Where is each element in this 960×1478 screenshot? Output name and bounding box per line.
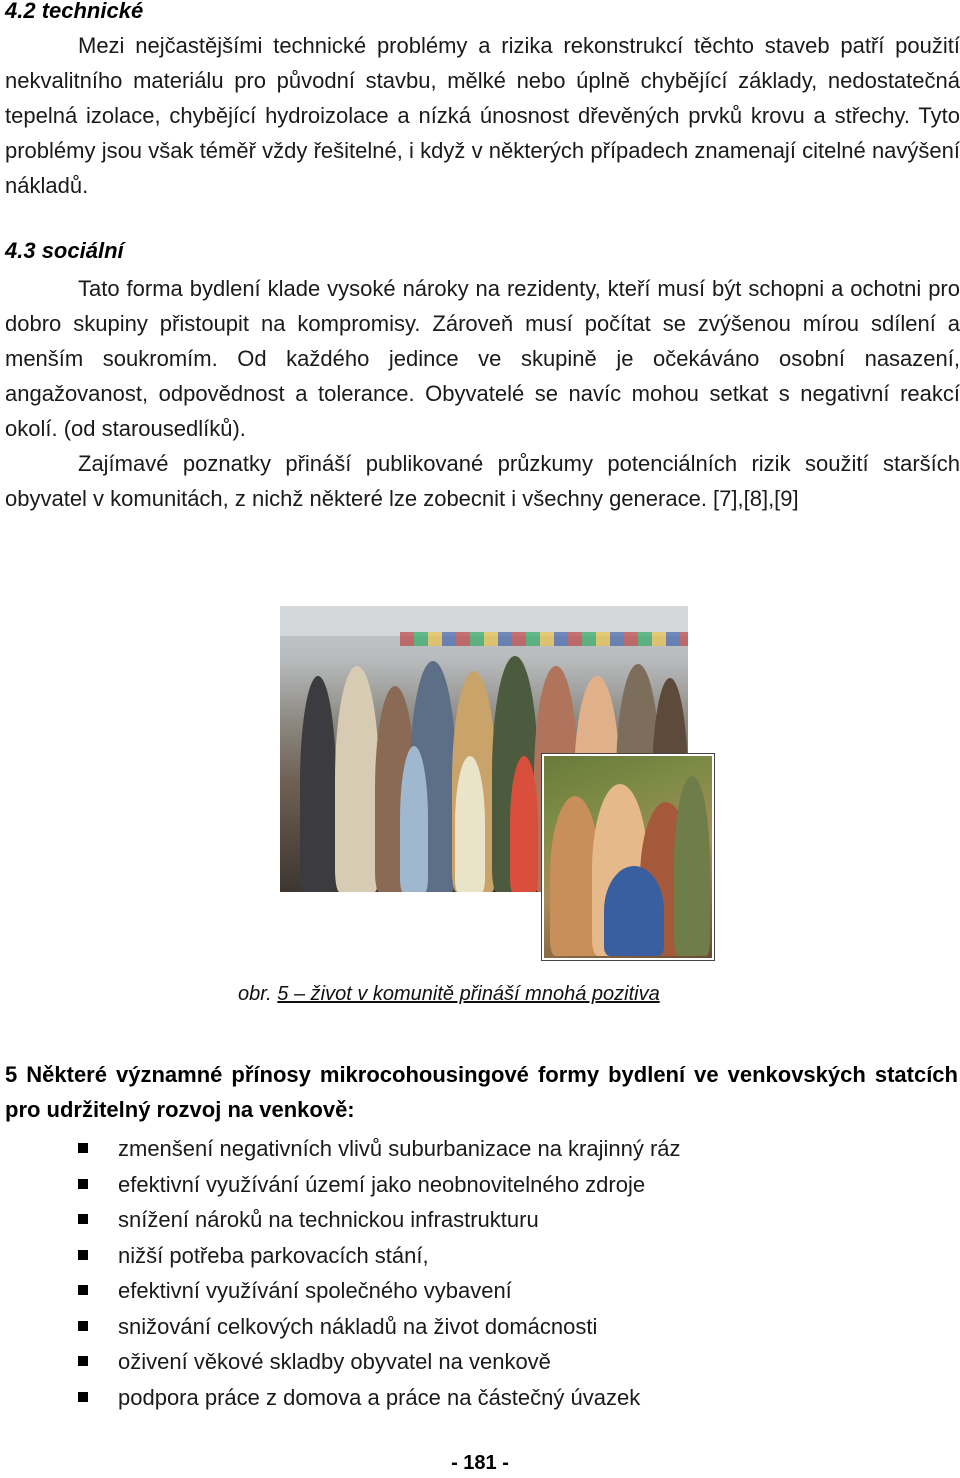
list-item <box>78 1273 681 1309</box>
list-item-text: snížení nároků na technickou infrastrukturu <box>118 1207 539 1232</box>
square-bullet-icon <box>78 1392 88 1402</box>
section-heading-5: 5 Některé významné přínosy mikrocohousingové formy bydlení ve venkovských statcích pro udržitelný rozvoj na venkově: <box>5 1062 958 1122</box>
list-item-text: efektivní využívání území jako neobnovitelného zdroje <box>118 1171 646 1197</box>
square-bullet-icon <box>78 1250 88 1260</box>
list-item-text: nižší potřeba parkovacích stání, <box>118 1242 429 1268</box>
list-item-text: podpora práce z domova a práce na částečný úvazek <box>118 1384 641 1410</box>
square-bullet-icon <box>78 1321 88 1331</box>
section-4-2-text: Mezi nejčastějšími technické problémy a rizika rekonstrukcí těchto staveb patří použití nekvalitního materiálu pro původní stavbu, mělké nebo úplně chybějící základy, nedostatečná tepelná izolace, chybějící hydroizolace a nízká únosnost dřevěných prvků krovu a střechy. Tyto problémy jsou však téměř vždy řešitelné, i když v některých případech znamenají citelné navýšení nákladů. <box>5 33 960 198</box>
figure-caption-prefix: obr. <box>238 983 278 1005</box>
list-item <box>78 1380 681 1416</box>
section-4-2-paragraph <box>5 28 960 203</box>
list-item-text: zmenšení negativních vlivů suburbanizace na krajinný ráz <box>118 1136 681 1161</box>
list-item <box>78 1202 681 1238</box>
square-bullet-icon <box>78 1285 88 1295</box>
square-bullet-icon <box>78 1179 88 1189</box>
page-number: - 181 - <box>451 1452 509 1474</box>
list-item-text: snižování celkových nákladů na život domácnosti <box>118 1313 598 1339</box>
list-item-text: efektivní využívání společného vybavení <box>118 1278 512 1303</box>
section-4-3-text-1: Tato forma bydlení klade vysoké nároky na rezidenty, kteří musí být schopni a ochotni pro dobro skupiny přistoupit na kompromisy. Zároveň musí počítat se zvýšenou mírou sdílení a menším soukromím. Od každého jedince ve skupině je očekáváno osobní nasazení, angažovanost, odpovědnost a tolerance. Obyvatelé se navíc mohou setkat s negativní reakcí okolí. (od starousedlíků). <box>5 276 960 441</box>
list-item <box>78 1309 681 1345</box>
community-photo-collage <box>278 606 714 956</box>
list-item <box>78 1238 681 1274</box>
figure-caption <box>238 983 660 1006</box>
section-4-3-paragraph-1 <box>5 271 960 446</box>
section-heading-4-3: 4.3 sociální <box>5 238 124 263</box>
inset-photo <box>542 754 714 960</box>
figure-caption-text: 5 – život v komunitě přináší mnohá pozitiva <box>277 983 660 1005</box>
section-4-3-paragraph-2 <box>5 446 960 516</box>
square-bullet-icon <box>78 1143 88 1153</box>
section-4-3-text-2: Zajímavé poznatky přináší publikované průzkumy potenciálních rizik soužití starších obyvatel v komunitách, z nichž některé lze zobecnit i všechny generace. [7],[8],[9] <box>5 451 960 511</box>
square-bullet-icon <box>78 1356 88 1366</box>
list-item <box>78 1167 681 1203</box>
benefits-list <box>78 1131 681 1415</box>
section-heading-4-2: 4.2 technické <box>5 0 144 23</box>
list-item-text: oživení věkové skladby obyvatel na venkově <box>118 1349 551 1374</box>
list-item <box>78 1131 681 1167</box>
list-item <box>78 1344 681 1380</box>
square-bullet-icon <box>78 1214 88 1224</box>
